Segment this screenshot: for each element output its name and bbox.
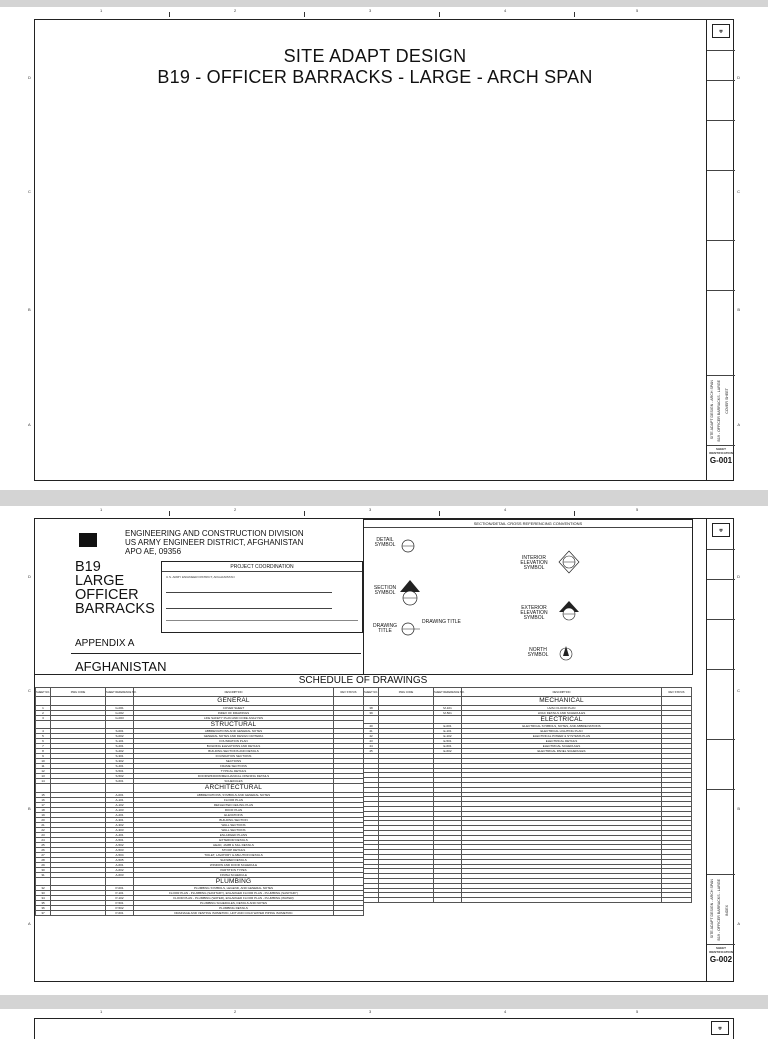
sheet-ref-cell: E-601 (434, 744, 462, 749)
description-cell: FLOOR PLAN - PLUMBING (WATER), ENLARGED FLOOR PLAN - PLUMBING (WATER) (134, 896, 334, 901)
sheet-no-cell: 13 (36, 774, 51, 779)
ruler-col-number: 5 (636, 8, 639, 13)
ruler-col-number: 4 (504, 1009, 507, 1014)
sheet-ref-cell: A-503 (106, 847, 134, 852)
ruler-row-letter: D (737, 75, 740, 80)
col-dwg-code: DWG CODE (379, 688, 434, 697)
description-cell: FLOOR PLAN - PLUMBING (SANITARY), ENLARGED FLOOR PLAN - PLUMBING (SANITARY) (134, 891, 334, 896)
coordination-title: PROJECT COORDINATION (162, 564, 362, 572)
sheet-ref-cell: S-002 (106, 734, 134, 739)
sheet-no-cell: 44 (364, 744, 379, 749)
detail-symbol-icon (400, 538, 420, 554)
side-building-title: B19 - OFFICER BARRACKS - LARGE (717, 380, 721, 442)
conventions-panel (363, 519, 693, 675)
ruler-col-number: 4 (504, 8, 507, 13)
appendix-rule (71, 653, 361, 654)
sheet-ref-cell: A-102 (106, 802, 134, 807)
description-cell: FINISH SCHEDULE (134, 872, 334, 877)
empty-row (364, 898, 692, 903)
sheet-ref-cell: A-401 (106, 832, 134, 837)
cover-title-line2: B19 - OFFICER BARRACKS - LARGE - ARCH SPAN (157, 67, 593, 87)
sheet-no-cell: 8 (36, 749, 51, 754)
interior-elevation-label: INTERIOR ELEVATION SYMBOL (520, 555, 548, 571)
sheet-no-cell: 38 (364, 705, 379, 710)
sheet-ref-cell: A-504 (106, 852, 134, 857)
castle-logo-icon (79, 533, 97, 547)
description-cell: DRAINAGE AND VENTING ISOMETRIC, HOT AND COLD WATER PIPING ISOMETRIC (134, 911, 334, 916)
ruler-row-letter: B (28, 307, 31, 312)
description-cell: ELECTRICAL POWER & SYSTEMS PLAN (462, 734, 662, 739)
side-building-title: B19 - OFFICER BARRACKS - LARGE (717, 879, 721, 941)
ruler-col-number: 3 (369, 8, 372, 13)
description-cell: COVER SHEET (134, 705, 334, 710)
sheet-ref-cell: P-601 (106, 911, 134, 916)
sheet-ref-cell: A-603 (106, 872, 134, 877)
ruler-row-letter: C (28, 688, 31, 693)
ruler-col-number: 4 (504, 507, 507, 512)
sheet-ref-cell: P-502 (106, 906, 134, 911)
ruler-row-letter: D (28, 574, 31, 579)
usace-logo-icon: ⛨ (712, 523, 730, 537)
side-project-title: SITE ADAPT DESIGN - ARCH SPAN (710, 879, 714, 939)
sheet-no-cell: 3 (36, 715, 51, 720)
sheet-no-cell: 6 (36, 739, 51, 744)
sheet-ref-cell: P-102 (106, 896, 134, 901)
ruler-col-number: 1 (100, 8, 103, 13)
col-rev-status: REV STATUS (334, 688, 364, 697)
description-cell: ELEVATIONS (134, 812, 334, 817)
description-cell: HVAC FLOOR PLAN (462, 705, 662, 710)
sheet-no-cell: 41 (364, 729, 379, 734)
sheet-ref-cell: A-103 (106, 807, 134, 812)
drawing-border (34, 1018, 734, 1039)
building-title-2: LARGE (75, 573, 125, 589)
col-sheet-ref: SHEET REFERENCE NO. (434, 688, 462, 697)
sheet-no-cell: 40 (364, 724, 379, 729)
sheet-no-cell: 12 (36, 769, 51, 774)
ruler-row-letter: A (28, 921, 31, 926)
description-cell: HVAC DETAILS AND SCHEDULES (462, 710, 662, 715)
sheet-ref-cell: A-301 (106, 817, 134, 822)
description-cell: WINDOW AND DOOR SCHEDULE (134, 862, 334, 867)
sheet-no-cell: 21 (36, 822, 51, 827)
sheet-ref-cell: E-501 (434, 739, 462, 744)
building-title-3: OFFICER (75, 587, 139, 603)
description-cell: PLUMBING SYMBOLS, LEGEND, AND GENERAL NOTES (134, 886, 334, 891)
sheet-id: G-001 (709, 456, 733, 465)
col-sheet-ref: SHEET REFERENCE NO. (106, 688, 134, 697)
col-description: DESCRIPTION (134, 688, 334, 697)
sheet-ref-cell: A-601 (106, 862, 134, 867)
section-row (36, 720, 364, 729)
sheet-ref-cell: M-501 (434, 710, 462, 715)
sheet-ref-cell: G-003 (106, 715, 134, 720)
section-heading: ARCHITECTURAL (134, 784, 334, 793)
sheet-no-cell: 29 (36, 862, 51, 867)
sheet-id-label: SHEET IDENTIFICATION (709, 946, 733, 954)
description-cell: ELECTRICAL DETAILS (462, 739, 662, 744)
sheet-no-cell: 36 (36, 906, 51, 911)
drawing-border (34, 518, 734, 982)
sheet-no-cell: 20 (36, 817, 51, 822)
sheet-ref-cell: S-001 (106, 729, 134, 734)
description-cell: ROOF PLAN (134, 807, 334, 812)
description-cell: SCHEDULES (134, 779, 334, 784)
sheet-no-cell: 39 (364, 710, 379, 715)
section-row (364, 697, 692, 706)
ruler-col-number: 1 (100, 1009, 103, 1014)
sheet-no-cell: 14 (36, 779, 51, 784)
page-gap-top (0, 0, 768, 7)
ruler-col-number: 2 (234, 507, 237, 512)
conventions-title: SECTION/DETAIL CROSS REFERENCING CONVENTIONS (364, 521, 692, 528)
description-cell: TOILET, LAVATORY & ABLUTION DETAILS (134, 852, 334, 857)
side-project-title: SITE ADAPT DESIGN - ARCH SPAN (710, 380, 714, 440)
description-cell: STOOP DETAILS (134, 847, 334, 852)
description-cell: ELECTRICAL SCHEDULES (462, 744, 662, 749)
sheet-no-cell: 28 (36, 857, 51, 862)
section-heading: ELECTRICAL (462, 715, 662, 724)
rev-status-cell (334, 911, 364, 916)
schedule-table-right (363, 687, 692, 903)
description-cell: HEAD, JAMB & SILL DETAILS (134, 842, 334, 847)
ruler-col-number: 1 (100, 507, 103, 512)
col-sheet-no: SHEET NO. (364, 688, 379, 697)
page-gap-1 (0, 490, 768, 506)
sheet-ref-cell: S-401 (106, 764, 134, 769)
ruler-row-letter: A (737, 422, 740, 427)
sheet-no-cell: 15 (36, 792, 51, 797)
sheet-no-cell: 24 (36, 837, 51, 842)
sheet-ref-cell: S-201 (106, 744, 134, 749)
sheet-id-label: SHEET IDENTIFICATION (709, 447, 733, 455)
sheet-no-cell: 11 (36, 764, 51, 769)
sheet-no-cell: 37 (36, 911, 51, 916)
sheet-no-cell: 2 (36, 710, 51, 715)
sheet-no-cell: 22 (36, 827, 51, 832)
sheet-ref-cell: A-302 (106, 822, 134, 827)
section-heading: MECHANICAL (462, 697, 662, 706)
section-heading: STRUCTURAL (134, 720, 334, 729)
ruler-row-letter: A (28, 422, 31, 427)
description-cell: FLOOR PLAN (134, 797, 334, 802)
country-label: AFGHANISTAN (75, 659, 167, 674)
section-row (36, 877, 364, 886)
sheet-ref-cell: S-202 (106, 749, 134, 754)
sheet-no-cell: 5 (36, 734, 51, 739)
table-row (36, 911, 364, 916)
description-cell: TYPICAL DETAILS (134, 769, 334, 774)
next-sheet-page (14, 1009, 754, 1031)
ruler-col-number: 2 (234, 8, 237, 13)
ruler-col-number: 3 (369, 507, 372, 512)
description-cell: SHOWER DETAILS (134, 857, 334, 862)
cover-sheet-page (14, 7, 754, 490)
description-cell: ABBREVIATIONS AND GENERAL NOTES (134, 729, 334, 734)
description-cell: FRAME SECTIONS (134, 764, 334, 769)
sheet-no-cell: 9 (36, 754, 51, 759)
title-block (706, 519, 735, 981)
sheet-ref-cell: A-303 (106, 827, 134, 832)
sheet-no-cell: 23 (36, 832, 51, 837)
exterior-elevation-label: EXTERIOR ELEVATION SYMBOL (520, 605, 548, 621)
sheet-no-cell: 18 (36, 807, 51, 812)
sheet-no-cell: 30 (36, 867, 51, 872)
sheet-no-cell: 10 (36, 759, 51, 764)
sheet-no-cell: 25 (36, 842, 51, 847)
side-sheet-name: COVER SHEET (725, 388, 729, 414)
description-cell: BUILDING SECTIONS AND DETAILS (134, 749, 334, 754)
sheet-id: G-002 (709, 955, 733, 964)
col-sheet-no: SHEET NO. (36, 688, 51, 697)
section-row (364, 715, 692, 724)
description-cell: REFLECTED CEILING PLAN (134, 802, 334, 807)
schedule-title: SCHEDULE OF DRAWINGS (298, 675, 428, 686)
usace-logo-icon: ⛨ (711, 1021, 729, 1035)
sheet-ref-cell: S-301 (106, 754, 134, 759)
sheet-ref-cell: S-502 (106, 774, 134, 779)
sheet-ref-cell: E-102 (434, 734, 462, 739)
dwg-code-cell (51, 911, 106, 916)
sheet-ref-cell: A-101 (106, 797, 134, 802)
sheet-no-cell: 34 (36, 896, 51, 901)
sheet-no-cell: 31 (36, 872, 51, 877)
drawing-symbol-label: DRAWING TITLE (373, 623, 397, 634)
sheet-ref-cell: M-101 (434, 705, 462, 710)
section-row (36, 697, 364, 706)
index-sheet-page (14, 506, 754, 995)
section-heading: PLUMBING (134, 877, 334, 886)
sheet-ref-cell: E-001 (434, 724, 462, 729)
drawing-title-icon (400, 620, 420, 638)
usace-logo-icon: ⛨ (712, 24, 730, 38)
sheet-ref-cell: S-501 (106, 769, 134, 774)
sheet-no-cell: 4 (36, 729, 51, 734)
sheet-no-cell: 35 (36, 901, 51, 906)
ruler-row-letter: C (737, 688, 740, 693)
col-rev-status: REV STATUS (662, 688, 692, 697)
description-cell: FOUNDATION SECTIONS (134, 754, 334, 759)
sheet-no-cell: 32 (36, 886, 51, 891)
description-cell: BUILDING ELEVATIONS AND DETAILS (134, 744, 334, 749)
sheet-no-cell: 33 (36, 891, 51, 896)
building-title-4: BARRACKS (75, 601, 155, 617)
sheet-ref-cell: P-101 (106, 891, 134, 896)
description-cell: FOUNDATION PLAN (134, 739, 334, 744)
schedule-table-left (35, 687, 364, 916)
sheet-no-cell: 26 (36, 847, 51, 852)
ruler-row-letter: B (28, 806, 31, 811)
sheet-ref-cell: E-101 (434, 729, 462, 734)
division-line: ENGINEERING AND CONSTRUCTION DIVISION (125, 529, 304, 538)
description-cell: LIFE SAFETY PLAN AND CODE ANALYSIS (134, 715, 334, 720)
description-cell: ELECTRICAL SYMBOLS, NOTES, AND ABBREVIATIONS (462, 724, 662, 729)
ruler-col-number: 3 (369, 1009, 372, 1014)
description-cell: WALL SECTIONS (134, 827, 334, 832)
ruler-col-number: 5 (636, 507, 639, 512)
sheet-ref-cell: P-501 (106, 901, 134, 906)
apo-line: APO AE, 09356 (125, 547, 182, 556)
exterior-elevation-icon (558, 600, 580, 624)
ruler-row-letter: B (737, 806, 740, 811)
sheet-ref-cell: A-602 (106, 867, 134, 872)
sheet-no-cell: 16 (36, 797, 51, 802)
cover-title-line1: SITE ADAPT DESIGN (283, 46, 467, 66)
sheet-no-cell: 1 (36, 705, 51, 710)
interior-elevation-icon (558, 550, 580, 574)
sheet-ref-cell: S-101 (106, 739, 134, 744)
description-cell: ELECTRICAL LIGHTING PLAN (462, 729, 662, 734)
section-row (36, 784, 364, 793)
sheet-ref-cell: S-302 (106, 759, 134, 764)
ruler-col-number: 5 (636, 1009, 639, 1014)
sheet-ref-cell: S-601 (106, 779, 134, 784)
description-cell: SECTIONS (134, 759, 334, 764)
sheet-no-cell: 7 (36, 744, 51, 749)
ruler-row-letter: A (737, 921, 740, 926)
page-gap-2 (0, 995, 768, 1009)
section-symbol-label: SECTION SYMBOL (373, 585, 397, 596)
col-description: DESCRIPTION (462, 688, 662, 697)
sheet-ref-cell: G-001 (106, 705, 134, 710)
section-heading: GENERAL (134, 697, 334, 706)
description-cell: PLUMBING DETAILS (134, 906, 334, 911)
ruler-row-letter: C (28, 189, 31, 194)
drawing-border (34, 19, 734, 481)
sheet-ref-cell: A-201 (106, 812, 134, 817)
ruler-row-letter: D (737, 574, 740, 579)
description-cell: WALL SECTIONS (134, 822, 334, 827)
sheet-no-cell: 17 (36, 802, 51, 807)
description-cell: EXTERIOR DETAILS (134, 837, 334, 842)
sheet-ref-cell: A-505 (106, 857, 134, 862)
sheet-no-cell: 27 (36, 852, 51, 857)
coordination-sub: U.S. ARMY ENGINEER DISTRICT, AFGHANISTAN (166, 575, 235, 579)
description-cell: PLUMBING SCHEDULES, DETAILS AND NOTES (134, 901, 334, 906)
sheet-no-cell: 42 (364, 734, 379, 739)
ruler-row-letter: B (737, 307, 740, 312)
description-cell: ABBREVIATIONS, SYMBOLS AND GENERAL NOTES (134, 792, 334, 797)
ruler-row-letter: C (737, 189, 740, 194)
description-cell: ELECTRICAL PANEL SCHEDULES (462, 749, 662, 754)
description-cell: GENERAL NOTES AND DESIGN CRITERIA (134, 734, 334, 739)
sheet-ref-cell: A-001 (106, 792, 134, 797)
description-cell: INDEX OF DRAWINGS (134, 710, 334, 715)
north-symbol-label: NORTH SYMBOL (527, 647, 549, 658)
project-coordination-box (161, 561, 363, 633)
sheet-ref-cell: P-001 (106, 886, 134, 891)
north-arrow-icon (558, 644, 574, 664)
side-sheet-name: INDEX (725, 905, 729, 916)
detail-symbol-label: DETAIL SYMBOL (374, 537, 396, 548)
sheet-no-cell: 45 (364, 749, 379, 754)
description-cell: BUILDING SECTION (134, 817, 334, 822)
sheet-ref-cell: G-002 (106, 710, 134, 715)
title-block (706, 20, 735, 480)
description-cell: PARTITION TYPES (134, 867, 334, 872)
sheet-ref-cell: A-501 (106, 837, 134, 842)
building-title-1: B19 (75, 559, 101, 575)
ruler-col-number: 2 (234, 1009, 237, 1014)
sheet-ref-cell: A-502 (106, 842, 134, 847)
ruler-row-letter: D (28, 75, 31, 80)
sheet-no-cell: 19 (36, 812, 51, 817)
section-symbol-icon (398, 578, 422, 608)
description-cell: ENLARGED PLANS (134, 832, 334, 837)
description-cell: DOOR/WINDOW/MECHANICAL OPENING DETAILS (134, 774, 334, 779)
sheet-no-cell: 43 (364, 739, 379, 744)
drawing-title-text: DRAWING TITLE (422, 619, 461, 625)
appendix-label: APPENDIX A (75, 638, 135, 649)
col-dwg-code: DWG CODE (51, 688, 106, 697)
district-line: US ARMY ENGINEER DISTRICT, AFGHANISTAN (125, 538, 304, 547)
sheet-ref-cell: E-602 (434, 749, 462, 754)
